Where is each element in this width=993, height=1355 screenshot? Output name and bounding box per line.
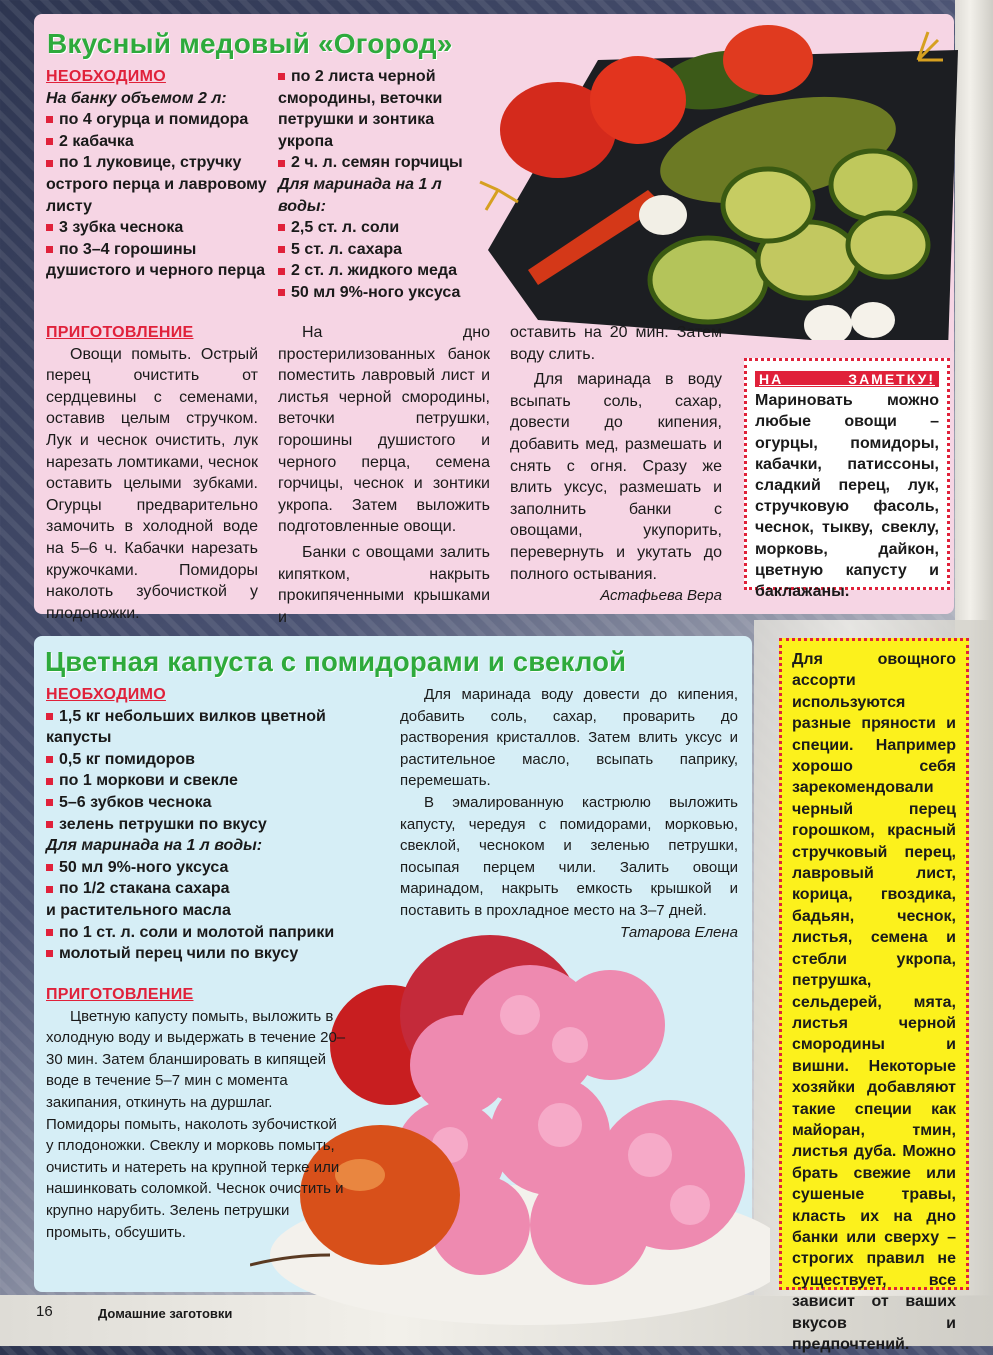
marinade-item: 2,5 ст. л. соли (278, 217, 478, 239)
pickled-vegetables-plate-image (478, 20, 968, 340)
marinade-item: по 1 ст. л. соли и молотой паприки (46, 922, 391, 944)
prep-paragraph: Овощи помыть. Острый перец очистить от сердцевины с семенами, оставив целым стручком. Лук и чеснок очистить, лук нарезать ломтиками, чеснок оставить целыми зубками. Огурцы предварительно замочить в холодной воде на 5–6 ч. Кабачки нарезать кружочками. Помидоры наколоть зубочисткой у плодоножки. (46, 345, 258, 622)
needed-heading: НЕОБХОДИМО (46, 686, 166, 703)
recipe-1-prep-col1 (46, 322, 258, 624)
recipe-2-author: Татарова Елена (620, 923, 738, 941)
marinade-note: Для маринада на 1 л воды: (46, 837, 263, 855)
marinade-item: молотый перец чили по вкусу (46, 943, 391, 965)
recipe-1-prep-col3 (510, 322, 722, 607)
prep-paragraph: Банки с овощами залить кипятком, накрыть прокипяченными крышками и (278, 543, 490, 626)
recipe-1-author: Астафьева Вера (600, 587, 722, 605)
ingredient-item: 2 ч. л. семян горчицы (278, 152, 478, 174)
magazine-name: Домашние заготовки (98, 1306, 233, 1321)
prep-paragraph: На дно простерилизованных банок поместить лавровый лист и листья черной смородины, веточки петрушки, горошины душистого и черного перца, семена горчицы, чеснок и зонтики укропа. Затем выложить подготовленные овощи. (278, 324, 490, 536)
prep-paragraph: Цветную капусту помыть, выложить в холодную воду и выдержать в течение 20–30 мин. Затем бланшировать в кипящей воде в течение 5–7 мин с момента закипания, откинуть на дуршлаг. Помидоры помыть, наколоть зубочисткой у плодоножки. Свеклу и морковь помыть, очистить и натереть на крупной терке или нашинковать соломкой. Чеснок очистить и крупно нарубить. Зелень петрушки промыть, обсушить. (46, 1007, 346, 1241)
spices-note-box (779, 638, 969, 1353)
jar-note: На банку объемом 2 л: (46, 89, 227, 107)
tip-note-tag: НА ЗАМЕТКУ! (755, 371, 939, 387)
marinade-item: по 1/2 стакана сахара (46, 878, 391, 900)
marinade-item-continued: и растительного масла (46, 901, 231, 919)
ingredient-item: 5–6 зубков чеснока (46, 792, 391, 814)
recipe-2-title: Цветная капуста с помидорами и свеклой (45, 646, 627, 677)
recipe-1-ingredients-col2 (278, 66, 478, 304)
recipe-2-ingredients (46, 684, 391, 965)
spices-note-text: Для овощного ассорти используются разные пряности и специи. Например хорошо себя зарекомендовали черный перец горошком, красный стручковый перец, лавровый лист, корица, гвоздика, бадьян, чеснок, листья, семена и стебли укропа, петрушка, сельдерей, мята, листья черной смородины и вишни. Некоторые хозяйки добавляют такие специи как майоран, тмин, листья дуба. Можно брать свежие или сушеные травы, класть их на дно банки или сверху – строгих правил не существует, все зависит от ваших вкусов и предпочтений. (792, 651, 956, 1353)
prep-heading: ПРИГОТОВЛЕНИЕ (46, 986, 194, 1003)
ingredient-item: 0,5 кг помидоров (46, 749, 391, 771)
ingredient-item: 3 зубка чеснока (46, 217, 274, 239)
ingredient-item: зелень петрушки по вкусу (46, 814, 391, 836)
ingredient-item: по 4 огурца и помидора (46, 109, 274, 131)
marinade-item: 2 ст. л. жидкого меда (278, 260, 478, 282)
marinade-item: 5 ст. л. сахара (278, 239, 478, 261)
prep-paragraph: Для маринада в воду всыпать соль, сахар, довести до кипения, добавить мед, размешать и снять с огня. Сразу же влить уксус, размешать и заполнить банки с овощами, укупорить, перевернуть и укутать до полного остывания. (510, 371, 722, 583)
ingredient-item: 1,5 кг небольших вилков цветной капусты (46, 706, 391, 749)
prep-heading: ПРИГОТОВЛЕНИЕ (46, 324, 194, 341)
instruction-paragraph: В эмалированную кастрюлю выложить капусту, чередуя с помидорами, морковью, свеклой, чесноком и зеленью петрушки, посыпая перцем чили. Залить овощи маринадом, накрыть емкость крышкой и поставить в прохладное место на 3–7 дней. (400, 793, 738, 919)
marinade-item: 50 мл 9%-ного уксуса (278, 282, 478, 304)
tip-note-text: Мариновать можно любые овощи – огурцы, помидоры, кабачки, патиссоны, сладкий перец, лук, стручковую фасоль, чеснок, тыкву, свеклу, морковь, дайкон, цветную капусту и баклажаны. (755, 392, 939, 601)
tip-note-box (744, 358, 950, 601)
ingredient-item: по 2 листа черной смородины, веточки петрушки и зонтика укропа (278, 66, 478, 152)
marinade-note: Для маринада на 1 л воды: (278, 175, 442, 215)
recipe-1-ingredients-col1 (46, 66, 274, 282)
prep-paragraph: оставить на 20 мин. Затем воду слить. (510, 324, 722, 363)
ingredient-item: по 3–4 горошины душистого и черного перца (46, 239, 274, 282)
recipe-1-title: Вкусный медовый «Огород» (47, 28, 453, 59)
ingredient-item: по 1 луковице, стручку острого перца и лавровому листу (46, 152, 274, 217)
marinade-item: 50 мл 9%-ного уксуса (46, 857, 391, 879)
recipe-2-prep (46, 984, 346, 1243)
ingredient-item: 2 кабачка (46, 131, 274, 153)
recipe-2-marinade-instructions (400, 684, 738, 943)
needed-heading: НЕОБХОДИМО (46, 68, 166, 85)
ingredient-item: по 1 моркови и свекле (46, 770, 391, 792)
page-number: 16 (36, 1303, 53, 1320)
recipe-1-prep-col2 (278, 322, 490, 628)
instruction-paragraph: Для маринада воду довести до кипения, добавить соль, сахар, проварить до растворения кристаллов. Затем влить уксус и растительное масло, всыпать паприку, перемешать. (400, 686, 738, 790)
